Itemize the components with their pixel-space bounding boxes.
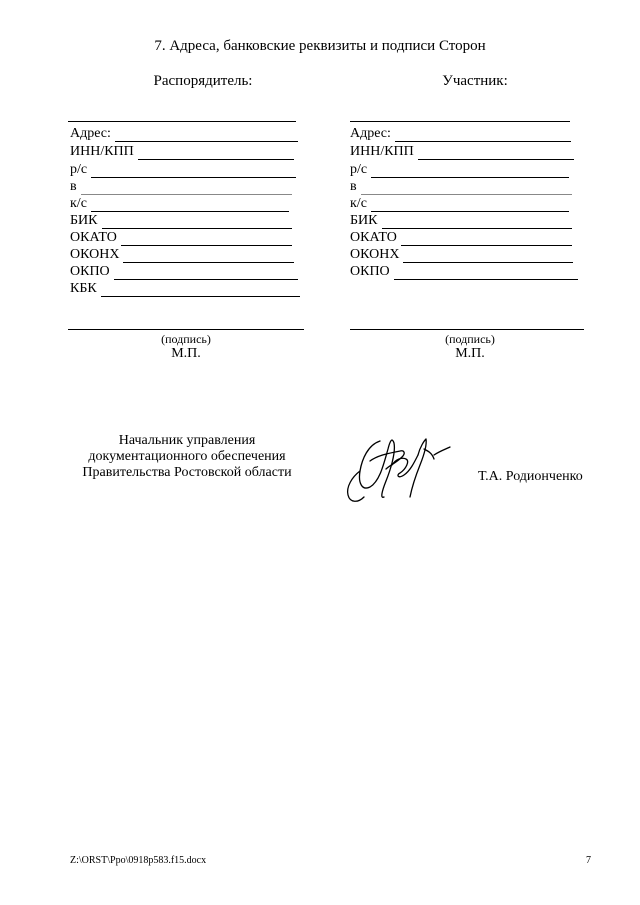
field-label: ОКОНХ xyxy=(70,247,120,262)
field-label: ИНН/КПП xyxy=(350,144,414,159)
field-label: КБК xyxy=(70,281,97,296)
field-line xyxy=(81,181,292,195)
field-line xyxy=(102,215,293,229)
field-line xyxy=(382,215,573,229)
left-field-okato xyxy=(70,230,292,246)
field-line xyxy=(101,283,300,297)
right-field-okonh xyxy=(350,247,573,263)
left-party-heading: Распорядитель: xyxy=(153,73,253,89)
left-field-bik xyxy=(70,213,292,229)
footer-file-path: Z:\ORST\Ppo\0918p583.f15.docx xyxy=(70,855,207,866)
field-line xyxy=(114,266,298,280)
field-line xyxy=(91,198,289,212)
right-signature-caption: (подпись) xyxy=(445,332,495,346)
field-line xyxy=(123,249,294,263)
field-line xyxy=(91,164,296,178)
field-label: БИК xyxy=(350,213,378,228)
signatory-position xyxy=(62,433,312,481)
left-field-corr-account xyxy=(70,196,289,212)
field-label: ОКОНХ xyxy=(350,247,400,262)
right-stamp-mark: М.П. xyxy=(455,346,485,361)
field-line xyxy=(121,232,292,246)
left-signature-line xyxy=(68,329,304,330)
field-label: ОКАТО xyxy=(70,230,117,245)
field-line xyxy=(371,198,569,212)
right-field-bik xyxy=(350,213,572,229)
field-label: Адрес: xyxy=(350,126,391,141)
left-field-inn-kpp xyxy=(70,144,294,160)
section-title: 7. Адреса, банковские реквизиты и подписи Сторон xyxy=(154,38,486,54)
field-label: ОКАТО xyxy=(350,230,397,245)
left-field-okpo xyxy=(70,264,298,280)
right-name-line xyxy=(350,121,570,122)
left-field-kbk xyxy=(70,281,300,297)
field-label: ОКПО xyxy=(350,264,390,279)
left-field-account xyxy=(70,162,296,178)
left-field-address xyxy=(70,126,298,142)
handwritten-signature xyxy=(340,425,455,510)
field-line xyxy=(401,232,572,246)
right-field-corr-account xyxy=(350,196,569,212)
page-number: 7 xyxy=(586,855,591,866)
right-field-okato xyxy=(350,230,572,246)
field-label: к/с xyxy=(350,196,367,211)
signatory-position-line: Правительства Ростовской области xyxy=(82,465,292,480)
field-line xyxy=(395,128,571,142)
left-name-line xyxy=(68,121,296,122)
field-label: р/с xyxy=(70,162,88,177)
field-line xyxy=(138,146,294,160)
field-label: в xyxy=(70,179,77,194)
field-line xyxy=(361,181,572,195)
field-label: к/с xyxy=(70,196,87,211)
left-stamp-mark: М.П. xyxy=(171,346,201,361)
left-field-okonh xyxy=(70,247,294,263)
right-signature-line xyxy=(350,329,584,330)
signatory-position-line: документационного обеспечения xyxy=(88,449,286,464)
right-party-heading: Участник: xyxy=(442,73,508,89)
signatory-position-line: Начальник управления xyxy=(118,433,256,448)
right-field-inn-kpp xyxy=(350,144,574,160)
signatory-name: Т.А. Родионченко xyxy=(478,469,583,484)
field-label: БИК xyxy=(70,213,98,228)
field-label: ИНН/КПП xyxy=(70,144,134,159)
right-field-account xyxy=(350,162,569,178)
field-line xyxy=(115,128,298,142)
right-field-bank xyxy=(350,179,572,195)
field-line xyxy=(403,249,573,263)
left-signature-caption: (подпись) xyxy=(161,332,211,346)
right-field-okpo xyxy=(350,264,578,280)
field-line xyxy=(371,164,569,178)
right-field-address xyxy=(350,126,571,142)
left-field-bank xyxy=(70,179,292,195)
field-label: ОКПО xyxy=(70,264,110,279)
field-line xyxy=(418,146,574,160)
field-label: Адрес: xyxy=(70,126,111,141)
field-label: в xyxy=(350,179,357,194)
field-label: р/с xyxy=(350,162,368,177)
field-line xyxy=(394,266,578,280)
